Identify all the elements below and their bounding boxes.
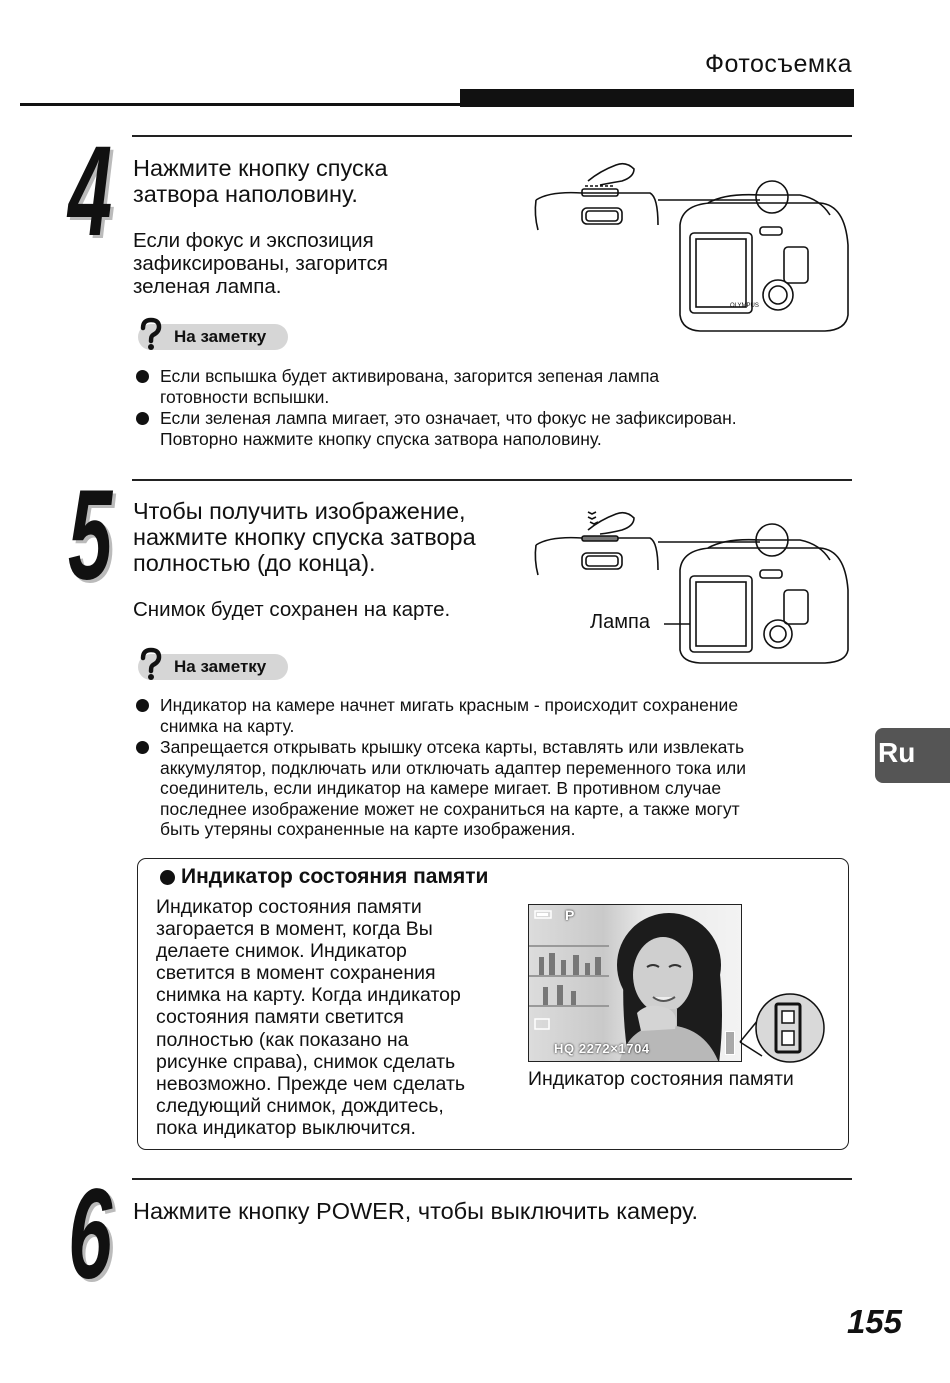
step-6-divider [132,1178,852,1180]
question-mark-icon [136,317,166,351]
memory-box-body: Индикатор состояния памяти загорается в момент, когда Вы делаете снимок. Индикатор светится в момент сохранения снимка на карту. Когда индикатор состояния памяти светится полностью (как показано на рисунке справа), снимок сделать невозможно. Прежде чем сделать следующий снимок, дождитесь, пока индикатор выключится. [156,896,466,1139]
bullet-icon [136,412,149,425]
language-tab: Ru [875,728,950,783]
camera-full-press-illustration [530,500,855,668]
step-4-subtext: Если фокус и экспозиция зафиксированы, загорится зеленая лампа. [133,229,388,298]
bullet-icon [136,370,149,383]
note-label: На заметку [174,657,267,676]
header-bar [460,89,854,107]
camera-half-press-illustration [530,155,855,335]
lamp-label: Лампа [590,611,650,633]
bullet-icon [160,870,175,885]
step-5-number: 5 [68,464,113,607]
note-label: На заметку [174,327,267,346]
step-6-number: 6 [68,1163,113,1306]
image-quality-label: HQ 2272×1704 [554,1041,650,1056]
page-header-title: Фотосъемка [704,50,852,78]
note-badge [138,324,288,350]
memory-indicator-caption: Индикатор состояния памяти [528,1068,794,1090]
step-6-instruction: Нажмите кнопку POWER, чтобы выключить камеру. [133,1198,699,1224]
list-item: Если зеленая лампа мигает, это означает, что фокус не зафиксирован. Повторно нажмите кнопку спуска затвора наполовину. [136,408,856,449]
step-4-divider [132,135,852,137]
svg-text:OLYMPUS: OLYMPUS [730,303,759,309]
bullet-icon [136,741,149,754]
step-5-instruction: Чтобы получить изображение, нажмите кнопку спуска затвора полностью (до конца). [133,498,476,576]
step-5-subtext: Снимок будет сохранен на карте. [133,598,451,621]
header-rule [20,103,460,106]
list-item: Индикатор на камере начнет мигать красным - происходит сохранение снимка на карту. [136,695,856,736]
step-5-divider [132,479,852,481]
shooting-mode-label: P [565,907,575,923]
question-mark-icon [136,647,166,681]
list-item: Запрещается открывать крышку отсека карты, вставлять или извлекать аккумулятор, подключать или отключать адаптер переменного тока или соединитель, если индикатор на камере мигает. В противном случае последнее изображение может не сохраниться на карте, а также могут быть утеряны сохраненные на карте изображения. [136,737,856,840]
note-badge [138,654,288,680]
bullet-icon [136,699,149,712]
step-4-instruction: Нажмите кнопку спуска затвора наполовину. [133,155,388,207]
list-item: Если вспышка будет активирована, загорится зепеная лампа готовности вспышки. [136,366,856,407]
page-number: 155 [846,1303,902,1340]
step-5-notes [136,695,856,841]
step-4-number: 4 [68,120,113,263]
memory-box-title: Индикатор состояния памяти [160,865,488,889]
memory-gauge-zoom-icon [700,990,830,1070]
step-4-notes [136,366,856,450]
